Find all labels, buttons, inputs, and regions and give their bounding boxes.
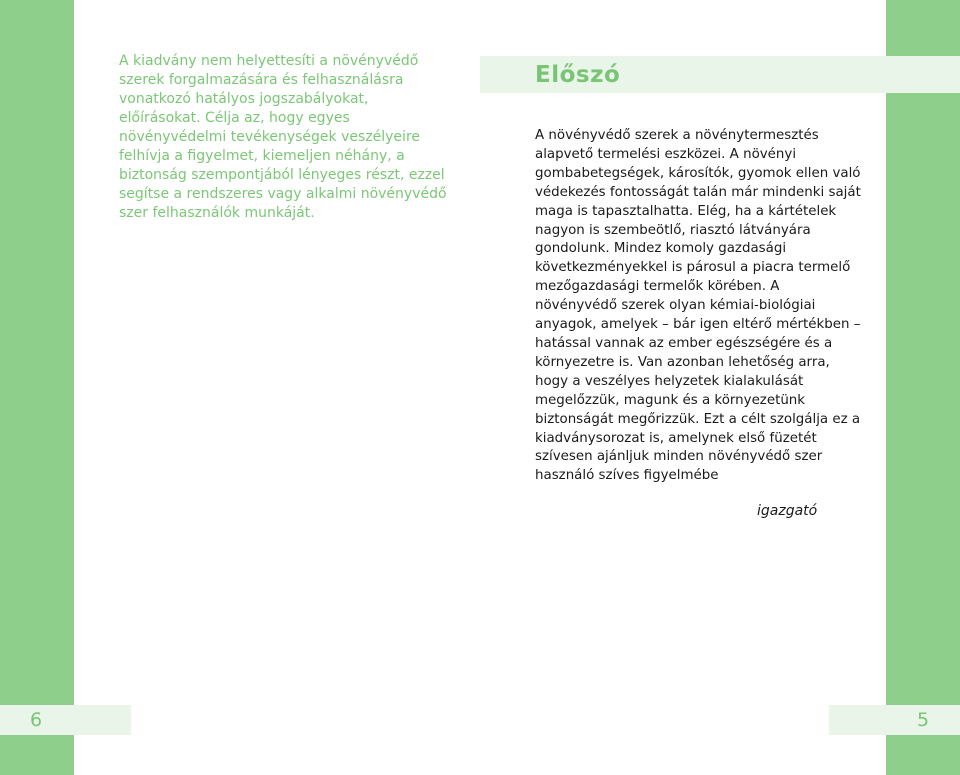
right-margin-strip bbox=[886, 0, 960, 775]
page-number-left: 6 bbox=[30, 709, 43, 731]
disclaimer-text: A kiadvány nem helyettesíti a növényvédő szerek forgalmazására és felhasználásra vonatkozó hatályos jogszabályokat, előírásokat. Célja az, hogy egyes növényvédelmi tevékenységek veszélyeire felhívja a figyelmet, kiemeljen néhány, a biztonság szempontjából lényeges részt, ezzel segítse a rendszeres vagy alkalmi növényvédő szer felhasználók munkáját. bbox=[119, 53, 447, 221]
page-number-right: 5 bbox=[917, 709, 930, 731]
foreword-body: A növényvédő szerek a növénytermesztés alapvető termelési eszközei. A növényi gombabetegségek, károsítók, gyomok ellen való védekezés fontosságát talán már mindenki saját maga is tapasztalhatta. Elég, ha a kártételek nagyon is szembeötlő, riasztó látványára gondolunk. Mindez komoly gazdasági következményekkel is párosul a piacra termelő mezőgazdasági termelők körében. A növényvédő szerek olyan kémiai-biológiai anyagok, amelyek – bár igen eltérő mértékben – hatással vannak az ember egészségére és a környezetre is. Van azonban lehetőség arra, hogy a veszélyes helyzetek kialakulását megelőzzük, magunk és a környezetünk biztonságát megőrizzük. Ezt a célt szolgálja ez a kiadványsorozat is, amelynek első füzetét szívesen ajánljuk minden növényvédő szer használó szíves figyelmébe bbox=[535, 128, 861, 484]
signature-role: igazgató bbox=[757, 503, 818, 519]
left-margin-strip bbox=[0, 0, 74, 775]
title-band-extension bbox=[886, 56, 960, 93]
page-title: Előszó bbox=[535, 62, 621, 88]
footer-band-left bbox=[0, 705, 131, 735]
footer-band-right bbox=[829, 705, 960, 735]
